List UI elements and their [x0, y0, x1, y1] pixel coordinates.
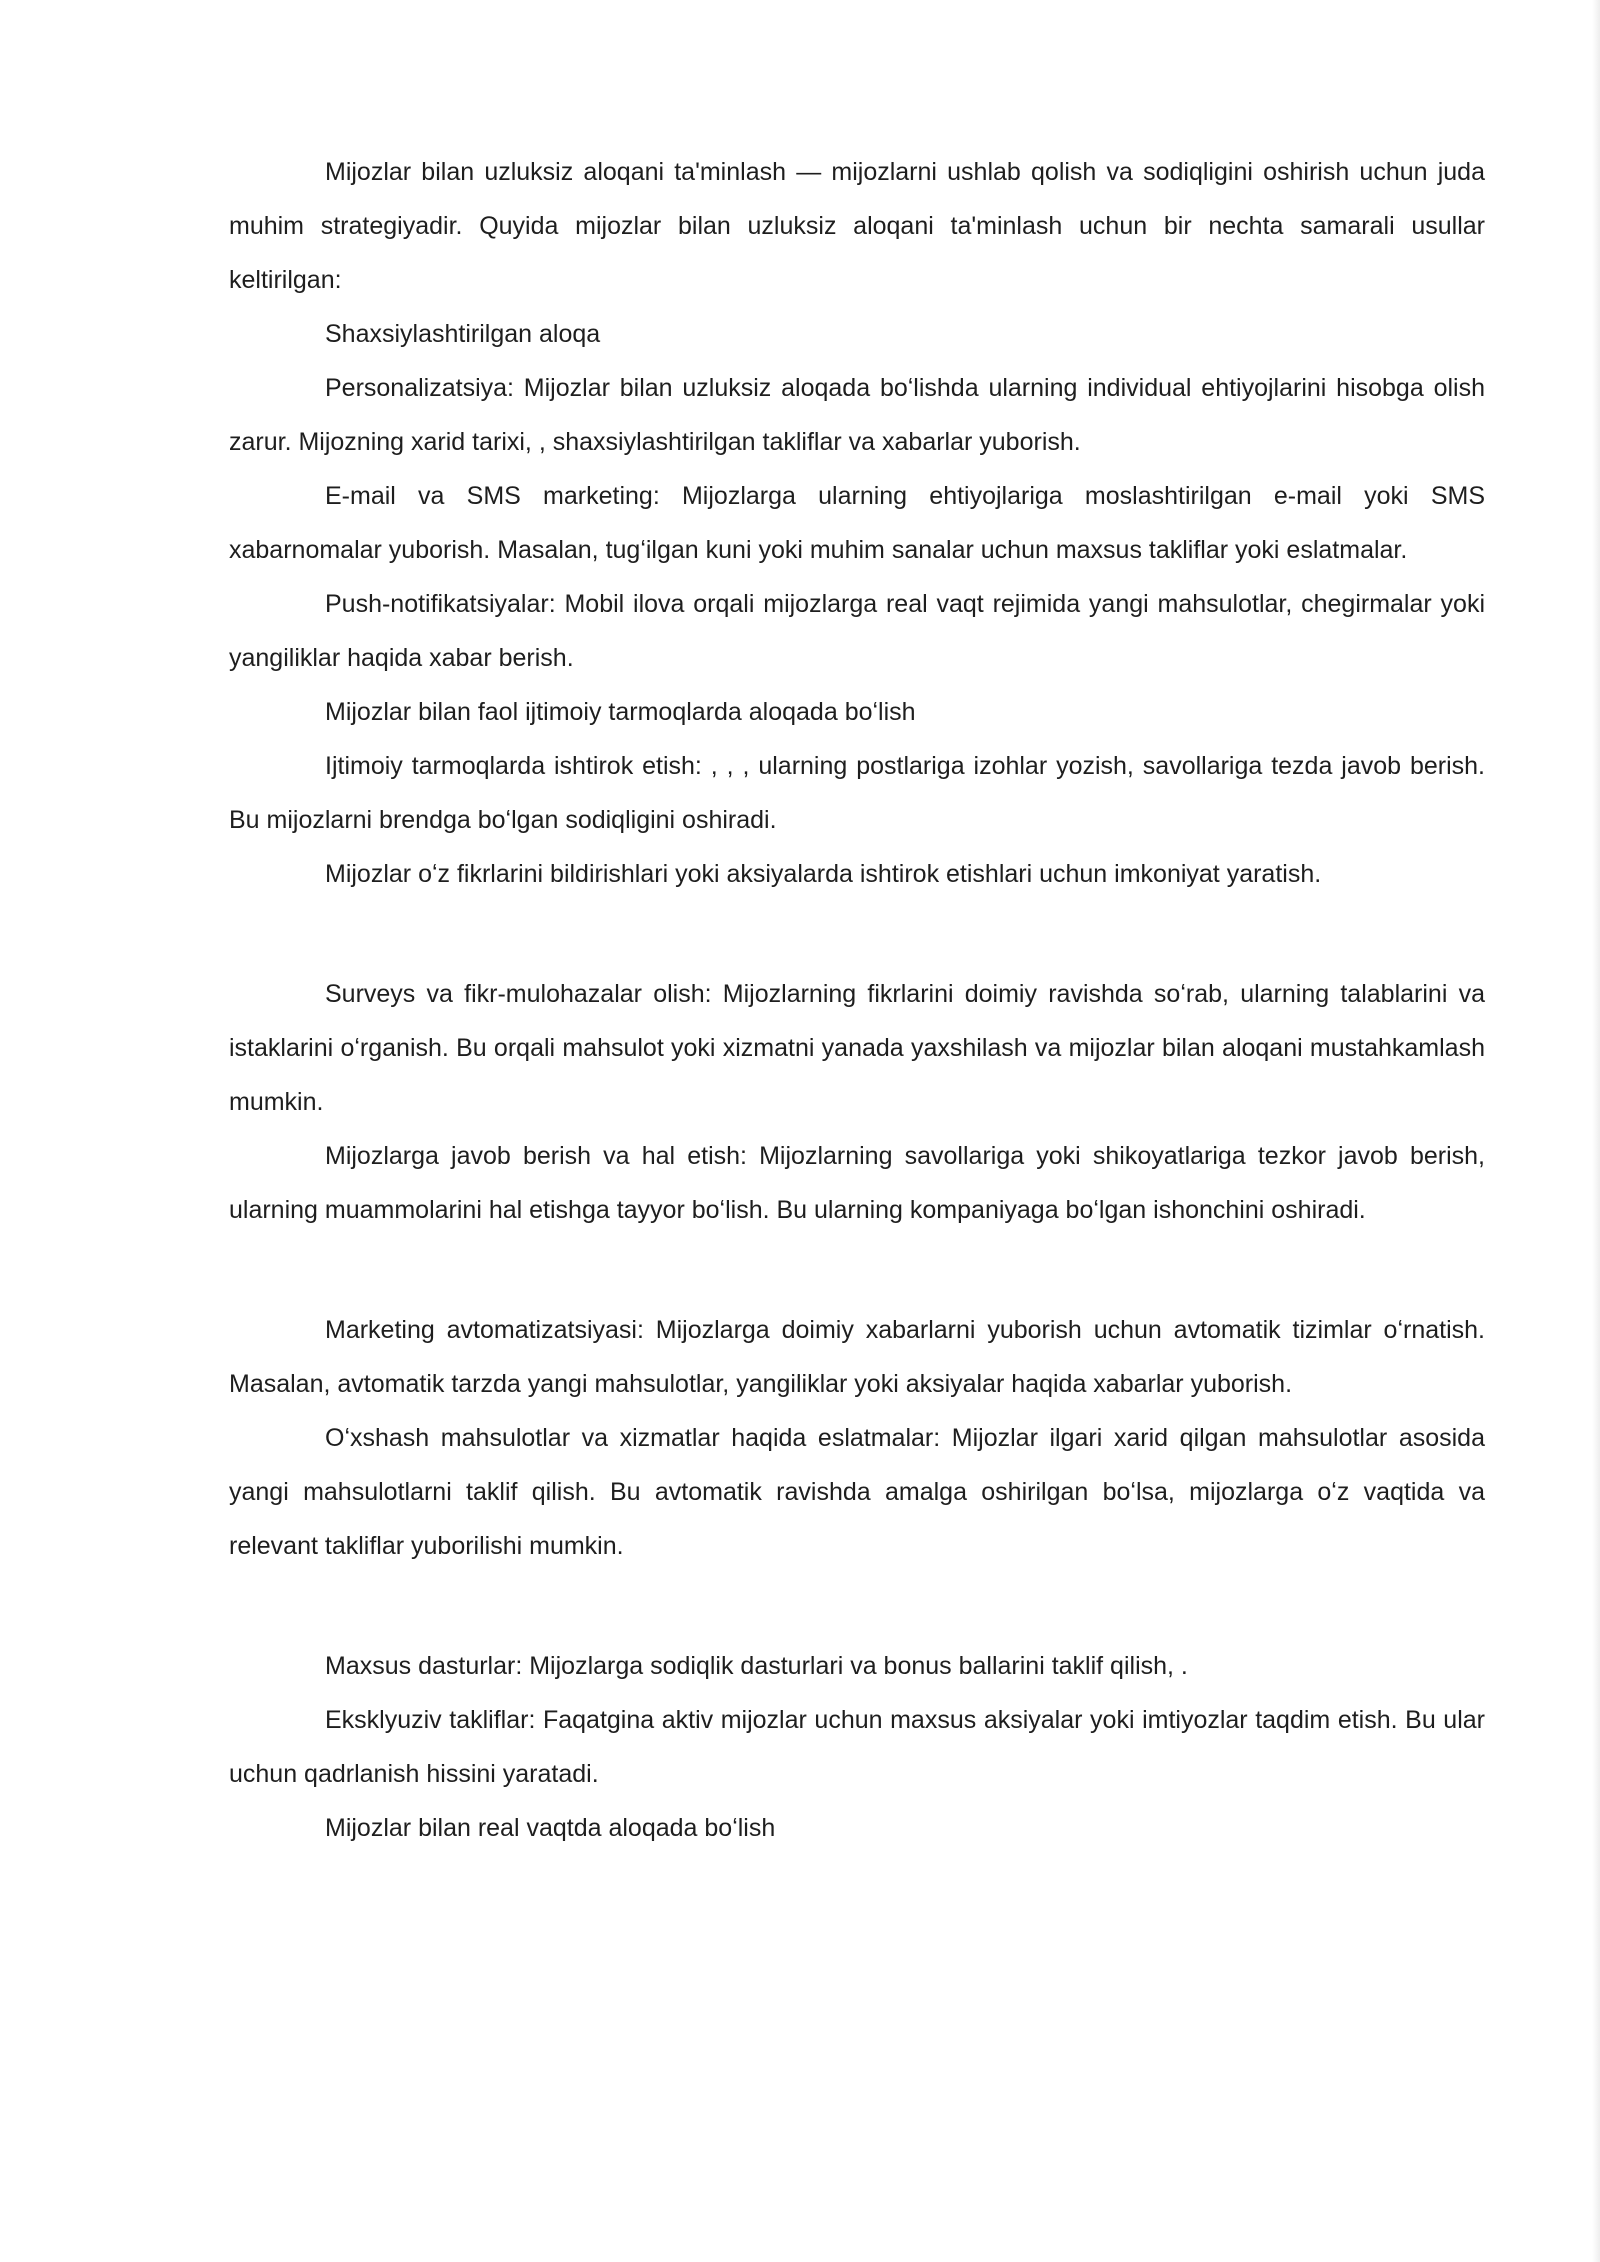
paragraph-marketing-automation: Marketing avtomatizatsiyasi: Mijozlarga doimiy xabarlarni yuborish uchun avtomatik tizimlar oʻrnatish. Masalan, avtomatik tarzda yangi mahsulotlar, yangiliklar yoki aksiyalar haqida xabarlar yuborish. [229, 1316, 1485, 1398]
page-edge-shadow [1592, 0, 1600, 2262]
paragraph-special-programs: Maxsus dasturlar: Mijozlarga sodiqlik dasturlari va bonus ballarini taklif qilish, . [325, 1652, 1188, 1680]
paragraph-customer-opinions: Mijozlar oʻz fikrlarini bildirishlari yoki aksiyalarda ishtirok etishlari uchun imkoniyat yaratish. [325, 860, 1322, 888]
paragraph-gap [229, 901, 1485, 967]
document-body [229, 145, 1485, 1855]
paragraph-personalization: Personalizatsiya: Mijozlar bilan uzluksiz aloqada boʻlishda ularning individual ehtiyojlarini hisobga olish zarur. Mijozning xarid tarixi, , shaxsiylashtirilgan takliflar va xabarlar yuborish. [229, 374, 1485, 456]
paragraph-similar-products: Oʻxshash mahsulotlar va xizmatlar haqida eslatmalar: Mijozlar ilgari xarid qilgan mahsulotlar asosida yangi mahsulotlarni taklif qilish. Bu avtomatik ravishda amalga oshirilgan boʻlsa, mijozlarga oʻz vaqtida va relevant takliflar yuborilishi mumkin. [229, 1424, 1485, 1560]
paragraph-gap [229, 1573, 1485, 1639]
paragraph-surveys: Surveys va fikr-mulohazalar olish: Mijozlarning fikrlarini doimiy ravishda soʻrab, ularning talablarini va istaklarini oʻrganish. Bu orqali mahsulot yoki xizmatni yanada yaxshilash va mijozlar bilan aloqani mustahkamlash mumkin. [229, 980, 1485, 1116]
paragraph-intro: Mijozlar bilan uzluksiz aloqani ta'minlash — mijozlarni ushlab qolish va sodiqligini oshirish uchun juda muhim strategiyadir. Quyida mijozlar bilan uzluksiz aloqani ta'minlash uchun bir nechta samarali usullar keltirilgan: [229, 158, 1485, 294]
paragraph-exclusive-offers: Eksklyuziv takliflar: Faqatgina aktiv mijozlar uchun maxsus aksiyalar yoki imtiyozlar taqdim etish. Bu ular uchun qadrlanish hissini yaratadi. [229, 1706, 1485, 1788]
section-heading-real-time: Mijozlar bilan real vaqtda aloqada boʻlish [325, 1814, 776, 1842]
paragraph-responding: Mijozlarga javob berish va hal etish: Mijozlarning savollariga yoki shikoyatlariga tezkor javob berish, ularning muammolarini hal etishga tayyor boʻlish. Bu ularning kompaniyaga boʻlgan ishonchini oshiradi. [229, 1142, 1485, 1224]
paragraph-email-sms: E-mail va SMS marketing: Mijozlarga ularning ehtiyojlariga moslashtirilgan e-mail yoki SMS xabarnomalar yuborish. Masalan, tugʻilgan kuni yoki muhim sanalar uchun maxsus takliflar yoki eslatmalar. [229, 482, 1485, 564]
paragraph-push-notifications: Push-notifikatsiyalar: Mobil ilova orqali mijozlarga real vaqt rejimida yangi mahsulotlar, chegirmalar yoki yangiliklar haqida xabar berish. [229, 590, 1485, 672]
section-heading-personalized-contact: Shaxsiylashtirilgan aloqa [325, 320, 601, 348]
section-heading-social-media: Mijozlar bilan faol ijtimoiy tarmoqlarda aloqada boʻlish [325, 698, 916, 726]
paragraph-gap [229, 1237, 1485, 1303]
paragraph-social-participation: Ijtimoiy tarmoqlarda ishtirok etish: , , , ularning postlariga izohlar yozish, savollariga tezda javob berish. Bu mijozlarni brendga boʻlgan sodiqligini oshiradi. [229, 752, 1485, 834]
